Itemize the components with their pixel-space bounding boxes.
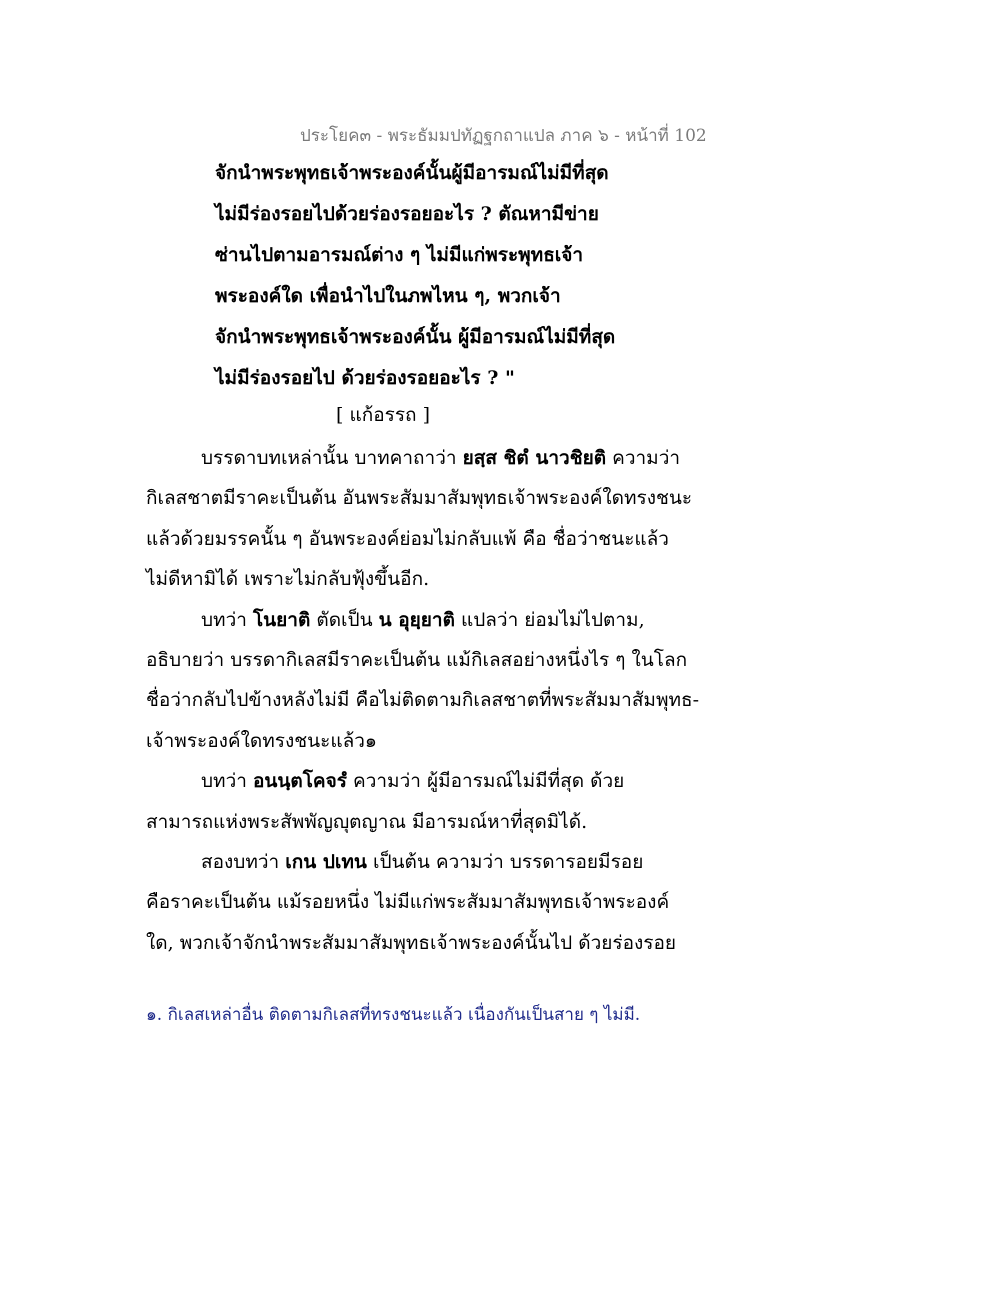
text-run: ความว่า ผู้มีอารมณ์ไม่มีที่สุด ด้วย (346, 770, 625, 793)
pali-term: ยสฺส ชิตํ นาวชิยติ (462, 447, 607, 469)
text-run: เป็นต้น ความว่า บรรดารอยมีรอย (366, 850, 644, 873)
text-run: ตัดเป็น (310, 608, 379, 631)
pali-term: อนนฺตโคจรํ (252, 770, 347, 793)
paragraph-1-line-1 (146, 442, 706, 482)
paragraph-1-line-2: กิเลสชาตมีราคะเป็นต้น อันพระสัมมาสัมพุทธเจ้าพระองค์ใดทรงชนะ (146, 487, 693, 510)
paragraph-2-line-2: อธิบายว่า บรรดากิเลสมีราคะเป็นต้น แม้กิเลสอย่างหนึ่งไร ๆ ในโลก (146, 648, 688, 671)
verse-line-4: พระองค์ใด เพื่อนำไปในภพไหน ๆ, พวกเจ้า (215, 285, 561, 307)
running-header: ประโยค๓ - พระธัมมปทัฏฐกถาแปล ภาค ๖ - หน้าที่ 102 (300, 126, 707, 146)
verse-line-1: จักนำพระพุทธเจ้าพระองค์นั้นผู้มีอารมณ์ไม่มีที่สุด (215, 162, 609, 184)
verse-block (215, 157, 675, 403)
paragraph-1-line-4: ไม่ดีหามิได้ เพราะไม่กลับฟุ้งขึ้นอีก. (146, 568, 430, 591)
pali-term: โนยาติ (252, 608, 311, 631)
verse-line-3: ซ่านไปตามอารมณ์ต่าง ๆ ไม่มีแก่พระพุทธเจ้า (215, 244, 584, 266)
paragraph-2-line-3: ชื่อว่ากลับไปข้างหลังไม่มี คือไม่ติดตามกิเลสชาตที่พระสัมมาสัมพุทธ- (146, 689, 700, 712)
text-run: สองบทว่า (201, 850, 286, 873)
paragraph-4-line-2: คือราคะเป็นต้น แม้รอยหนึ่ง ไม่มีแก่พระสัมมาสัมพุทธเจ้าพระองค์ (146, 891, 670, 914)
paragraph-3-line-1 (146, 765, 706, 805)
pali-term: น อุยฺยาติ (378, 608, 455, 631)
verse-line-6: ไม่มีร่องรอยไป ด้วยร่องรอยอะไร ? " (215, 367, 515, 389)
text-run: บทว่า (201, 608, 253, 631)
text-run: บทว่า (201, 770, 253, 793)
paragraph-2-line-1 (146, 604, 706, 644)
verse-line-2: ไม่มีร่องรอยไปด้วยร่องรอยอะไร ? ตัณหามีข่าย (215, 203, 599, 225)
paragraph-3-line-2: สามารถแห่งพระสัพพัญญุตญาณ มีอารมณ์หาที่สุดมิได้. (146, 810, 588, 833)
paragraph-4-line-1 (146, 846, 706, 886)
paragraph-2-line-4: เจ้าพระองค์ใดทรงชนะแล้ว๑ (146, 729, 377, 752)
text-run: ความว่า (606, 447, 681, 469)
pali-term: เกน ปเทน (285, 850, 367, 873)
paragraph-4-line-3: ใด, พวกเจ้าจักนำพระสัมมาสัมพุทธเจ้าพระองค์นั้นไป ด้วยร่องรอย (146, 931, 677, 954)
paragraph-1-line-3: แล้วด้วยมรรคนั้น ๆ อันพระองค์ย่อมไม่กลับแพ้ คือ ชื่อว่าชนะแล้ว (146, 527, 669, 550)
section-heading: [ แก้อรรถ ] (336, 404, 430, 426)
text-run: บรรดาบทเหล่านั้น บาทคาถาว่า (201, 447, 463, 469)
text-run: แปลว่า ย่อมไม่ไปตาม, (454, 608, 645, 631)
verse-line-5: จักนำพระพุทธเจ้าพระองค์นั้น ผู้มีอารมณ์ไม่มีที่สุด (215, 326, 616, 348)
footnote: ๑. กิเลสเหล่าอื่น ติดตามกิเลสที่ทรงชนะแล้ว เนื่องกันเป็นสาย ๆ ไม่มี. (146, 1005, 641, 1025)
body-text (146, 442, 706, 967)
